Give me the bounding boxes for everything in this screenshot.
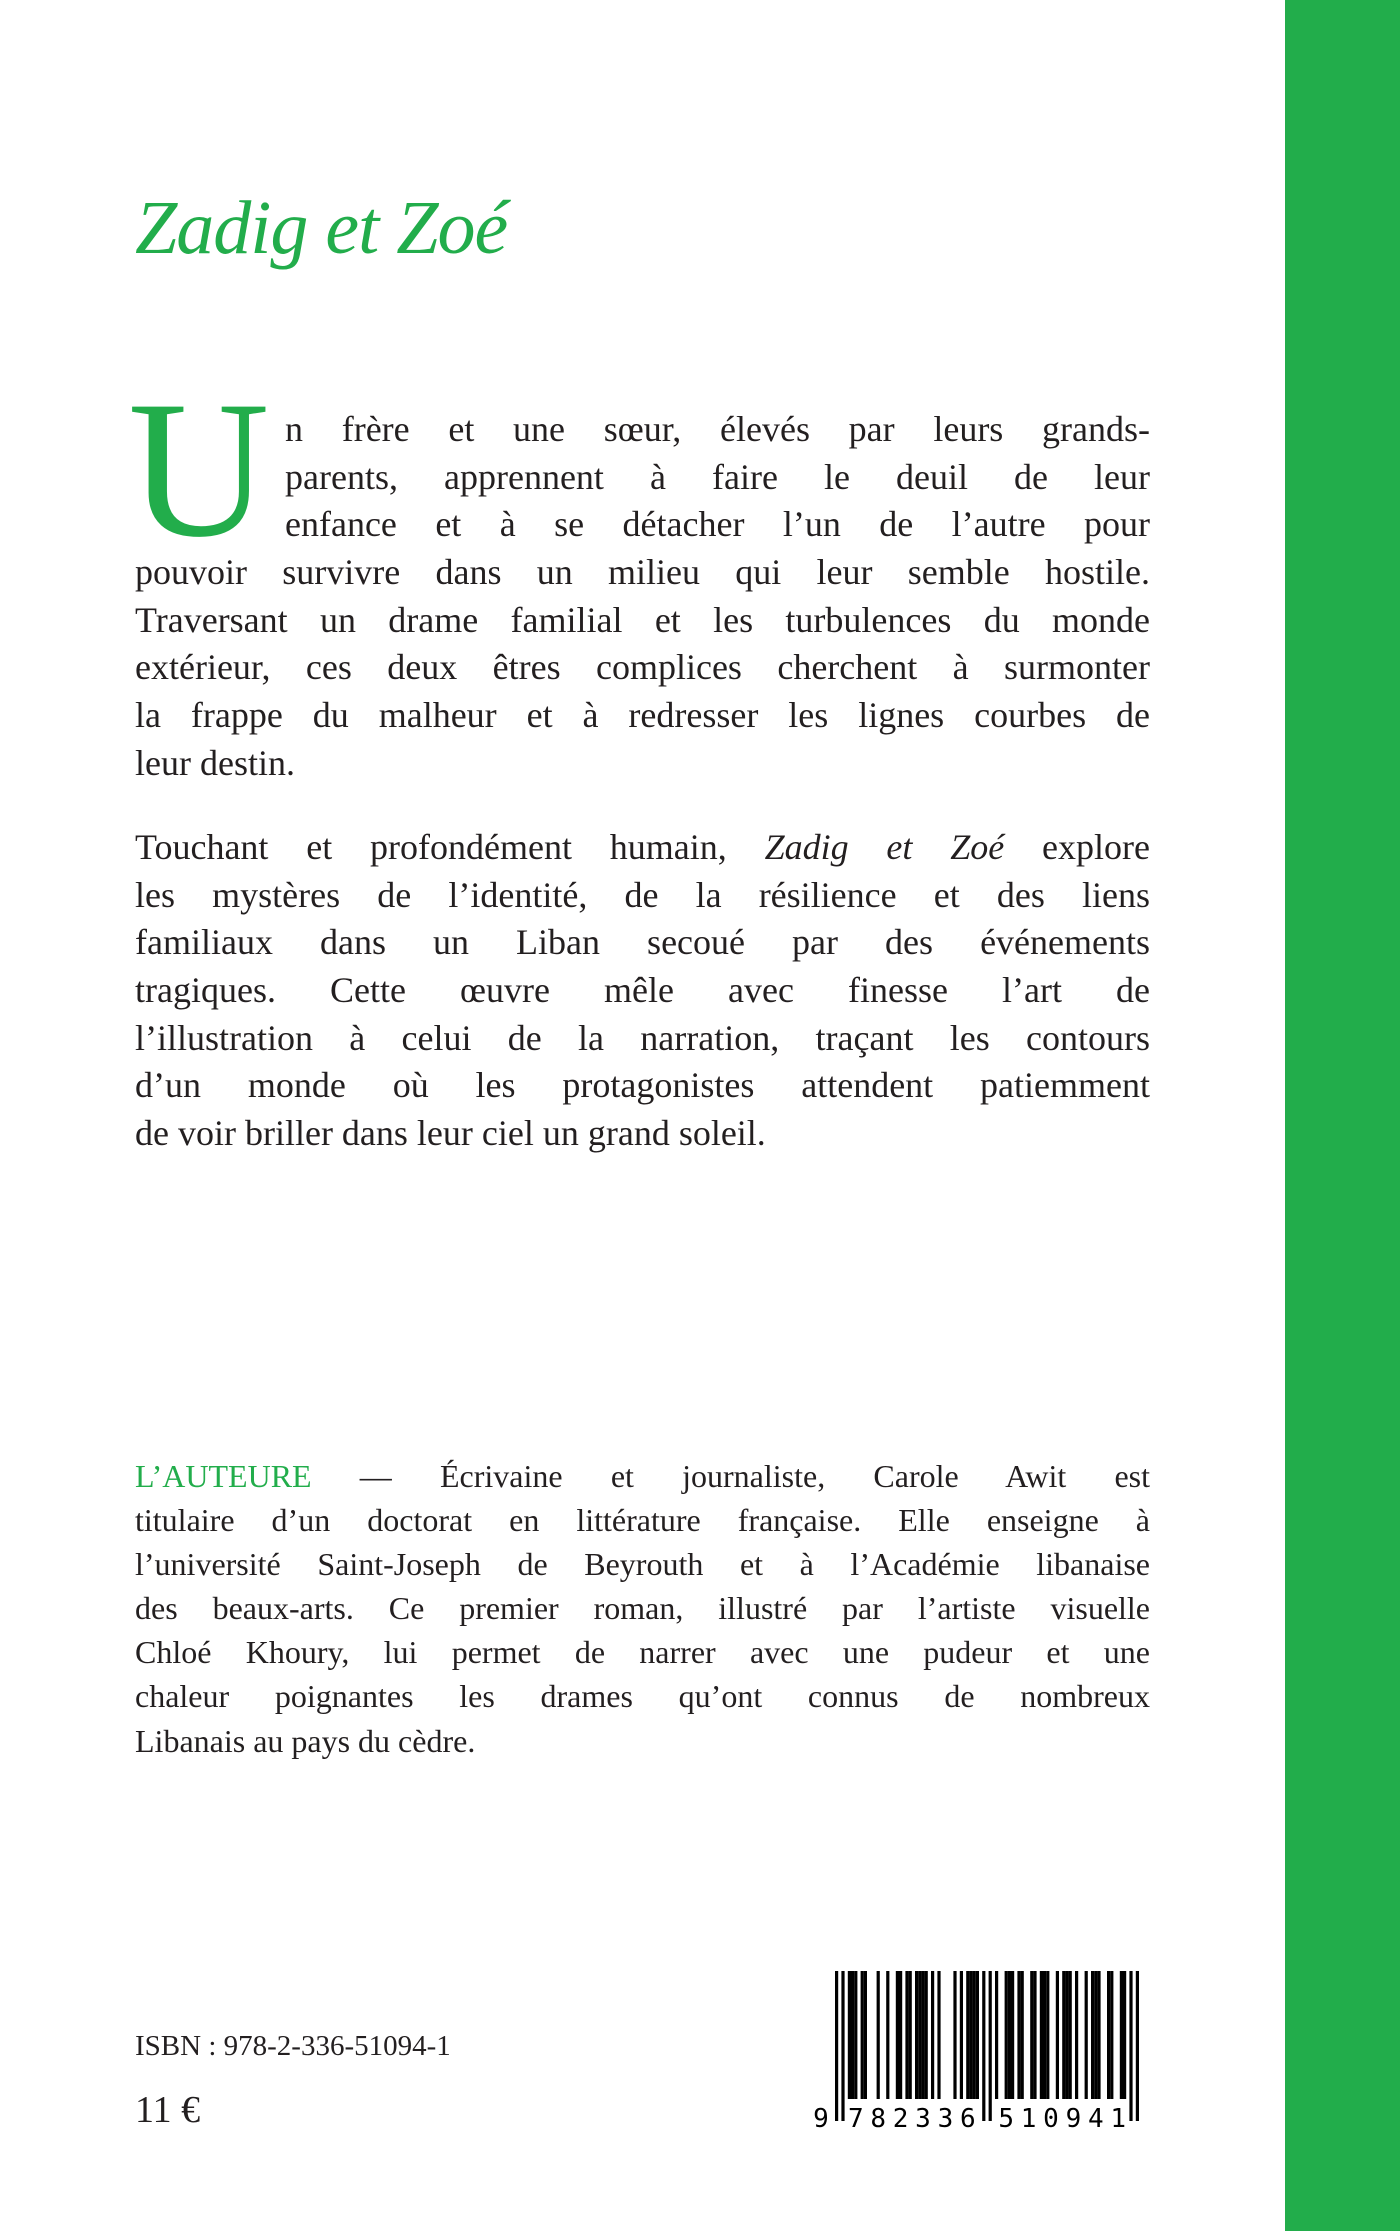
barcode-bar (1069, 1971, 1072, 2099)
barcode-digit: 0 (1043, 2104, 1059, 2134)
barcode-bar (1056, 1971, 1059, 2099)
text-line: l’illustration à celui de la narration, traçant les contours (135, 1017, 1150, 1058)
text-line: enfance et à se détacher l’un de l’autre pour (285, 504, 1150, 545)
barcode-bar (921, 1971, 924, 2099)
text-line: Chloé Khoury, lui permet de narrer avec une pudeur et une (135, 1634, 1150, 1671)
barcode-digit: 7 (847, 2104, 864, 2134)
barcode-bar (886, 1971, 889, 2099)
barcode-bar (953, 1971, 956, 2099)
text-line: leur destin. (135, 742, 295, 783)
barcode-bar (989, 1971, 992, 2121)
barcode-bar (918, 1971, 921, 2099)
barcode-bar (1091, 1971, 1094, 2099)
barcode-bar (915, 1971, 918, 2099)
text-line: titulaire d’un doctorat en littérature française. Elle enseigne à (135, 1502, 1150, 1539)
barcode-digit: 5 (998, 2104, 1015, 2134)
text-line: familiaux dans un Liban secoué par des événements (135, 922, 1150, 963)
barcode-digit: 8 (870, 2104, 887, 2134)
text-line: Traversant un drame familial et les turbulences du monde (135, 599, 1150, 640)
barcode-bar (925, 1971, 928, 2099)
barcode-bar (937, 1971, 940, 2099)
text-line: d’un monde où les protagonistes attendent patiemment (135, 1065, 1150, 1106)
barcode-digit: 3 (937, 2104, 954, 2134)
barcode-bar (1065, 1971, 1068, 2099)
barcode-digit: 1 (1110, 2104, 1127, 2134)
barcode-bar (1136, 1971, 1139, 2121)
barcode-digit: 1 (1020, 2104, 1037, 2134)
text-segment: explore (1004, 827, 1150, 867)
text-line: chaleur poignantes les drames qu’ont connus de nombreux (135, 1678, 1150, 1715)
barcode-bar (982, 1971, 985, 2121)
barcode-bar (1033, 1971, 1036, 2099)
green-spine-band (1285, 0, 1400, 2231)
barcode-digit: 9 (1065, 2104, 1082, 2134)
barcode-bar (931, 1971, 934, 2099)
barcode-bar (1011, 1971, 1014, 2099)
title-reference: Zadig et Zoé (764, 827, 1005, 867)
text-line (135, 1454, 1150, 1498)
barcode-bar (1040, 1971, 1043, 2099)
text-line: tragiques. Cette œuvre mêle avec finesse l’art de (135, 970, 1150, 1011)
synopsis-paragraph-2 (135, 824, 1150, 1158)
barcode-bar (1062, 1971, 1065, 2099)
barcode-bar (1120, 1971, 1123, 2099)
text-line: les mystères de l’identité, de la résilience et des liens (135, 874, 1150, 915)
barcode-bar (1017, 1971, 1020, 2099)
barcode-bar (877, 1971, 880, 2099)
barcode-bar (976, 1971, 979, 2099)
barcode-digit: 9 (813, 2104, 829, 2134)
price: 11 € (135, 2089, 201, 2131)
drop-cap: U (128, 361, 270, 578)
barcode-digit: 2 (892, 2104, 909, 2134)
text-line: pouvoir survivre dans un milieu qui leur semble hostile. (135, 552, 1150, 593)
barcode-bar (909, 1971, 912, 2099)
text-line: des beaux-arts. Ce premier roman, illustré par l’artiste visuelle (135, 1590, 1150, 1627)
book-title: Zadig et Zoé (135, 186, 508, 270)
barcode-bar (1110, 1971, 1113, 2099)
barcode-bar (899, 1971, 902, 2099)
barcode-bar (861, 1971, 864, 2099)
barcode-bar (1123, 1971, 1126, 2099)
text-line: de voir briller dans leur ciel un grand soleil. (135, 1113, 766, 1154)
barcode-bar (1008, 1971, 1011, 2099)
text-segment: — Écrivaine et journaliste, Carole Awit est (311, 1458, 1150, 1494)
barcode-bar (1046, 1971, 1049, 2099)
isbn: ISBN : 978-2-336-51094-1 (135, 2030, 451, 2062)
author-bio (135, 1454, 1150, 1763)
barcode-bar (969, 1971, 972, 2099)
barcode-bar (1094, 1971, 1097, 2099)
barcode-bar (1097, 1971, 1100, 2099)
barcode-bar (1043, 1971, 1046, 2099)
barcode-bar (995, 1971, 998, 2099)
text-line: Libanais au pays du cèdre. (135, 1722, 476, 1759)
text-segment: Touchant et profondément humain, (135, 827, 765, 867)
barcode-digit: 3 (915, 2104, 931, 2134)
barcode-bar (1085, 1971, 1088, 2099)
barcode-bar (905, 1971, 908, 2099)
barcode-bar (896, 1971, 899, 2099)
author-label: L’AUTEURE (135, 1458, 312, 1494)
barcode-bar (1021, 1971, 1024, 2099)
barcode-bar (1030, 1971, 1033, 2099)
barcode-bar (848, 1971, 851, 2099)
synopsis-paragraph-1 (135, 406, 1150, 788)
ean13-barcode (813, 1971, 1160, 2134)
text-line: parents, apprennent à faire le deuil de leur (285, 456, 1150, 497)
barcode-bar (854, 1971, 857, 2099)
text-line: l’université Saint-Joseph de Beyrouth et à l’Académie libanaise (135, 1546, 1150, 1583)
barcode-bar (960, 1971, 963, 2099)
text-line (135, 824, 1150, 872)
barcode-bar (1005, 1971, 1008, 2099)
barcode-bar (864, 1971, 867, 2099)
barcode-bar (851, 1971, 854, 2099)
barcode-digit: 6 (959, 2104, 976, 2134)
text-line: n frère et une sœur, élevés par leurs grands- (285, 409, 1150, 449)
barcode-bar (841, 1971, 844, 2121)
barcode-bar (966, 1971, 969, 2099)
barcode-bar (1129, 1971, 1132, 2121)
barcode-digit: 4 (1087, 2104, 1104, 2134)
barcode-bar (1107, 1971, 1110, 2099)
text-line: la frappe du malheur et à redresser les lignes courbes de (135, 695, 1150, 736)
barcode-bar (1075, 1971, 1078, 2099)
barcode-bar (835, 1971, 838, 2121)
barcode-bar (973, 1971, 976, 2099)
text-line: extérieur, ces deux êtres complices cherchent à surmonter (135, 647, 1150, 688)
